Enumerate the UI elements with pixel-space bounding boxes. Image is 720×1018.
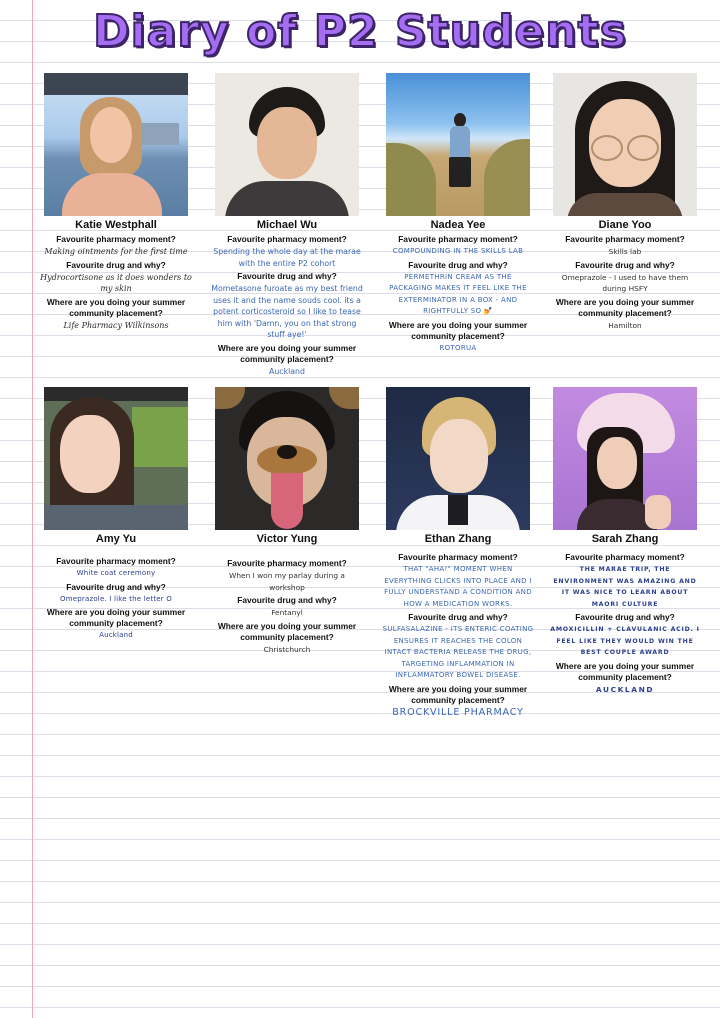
drug-answer: PERMETHRIN CREAM AS THE PACKAGING MAKES IT FEEL LIKE THE EXTERMINATOR IN A BOX - AND RIGHTFULLY SO 💅: [389, 272, 527, 315]
placement-question: Where are you doing your summer community placement?: [46, 607, 186, 628]
student-name: Sarah Zhang: [591, 533, 659, 545]
student-photo: [44, 387, 188, 530]
placement-question: Where are you doing your summer community placement?: [555, 296, 695, 318]
placement-answer: Auckland: [99, 631, 133, 639]
moment-answer: Skills lab: [608, 247, 642, 256]
student-card-amy: [36, 387, 196, 644]
student-card-ethan: [378, 387, 538, 720]
drug-question: Favourite drug and why?: [237, 595, 337, 605]
student-name: Ethan Zhang: [424, 533, 492, 545]
moment-answer: THAT "AHA!" MOMENT WHEN EVERYTHING CLICKS INTO PLACE AND I FULLY UNDERSTAND A CONDITION AND HOW A MEDICATION WORKS.: [384, 565, 532, 608]
placement-answer: ROTORUA: [439, 343, 477, 352]
drug-answer: Mometasone furoate as my best friend uses it and the name souds cool. its a potent corticosteroid so I like to tease him with 'Damn, you on that strong stuff aye!': [211, 284, 363, 339]
placement-question: Where are you doing your summer community placement?: [217, 620, 357, 642]
drug-answer: Omeprazole - I used to have them during HSFY: [561, 272, 689, 293]
moment-answer: White coat ceremony: [76, 569, 156, 577]
drug-question: Favourite drug and why?: [66, 259, 166, 270]
student-card-nadea: [378, 73, 538, 356]
student-name: Victor Yung: [256, 533, 318, 545]
drug-question: Favourite drug and why?: [575, 612, 675, 622]
student-name: Katie Westphall: [75, 219, 157, 231]
placement-question: Where are you doing your summer community placement?: [388, 683, 528, 705]
moment-question: Favourite pharmacy moment?: [56, 556, 176, 566]
drug-question: Favourite drug and why?: [408, 612, 508, 622]
moment-question: Favourite pharmacy moment?: [398, 552, 518, 562]
student-photo: [215, 387, 359, 530]
moment-question: Favourite pharmacy moment?: [56, 234, 176, 244]
placement-question: Where are you doing your summer community placement?: [388, 319, 528, 341]
drug-answer: AMOXICILLIN + CLAVULANIC ACID. I FEEL LIKE THEY WOULD WIN THE BEST COUPLE AWARD: [550, 626, 700, 656]
drug-question: Favourite drug and why?: [237, 271, 337, 281]
moment-question: Favourite pharmacy moment?: [398, 234, 518, 244]
student-name: Michael Wu: [256, 219, 318, 231]
drug-question: Favourite drug and why?: [408, 259, 508, 270]
moment-answer: Spending the whole day at the marae with the entire P2 cohort: [213, 247, 361, 268]
placement-answer: Auckland: [269, 366, 305, 376]
placement-answer: BROCKVILLE PHARMACY: [392, 706, 524, 718]
student-name: Nadea Yee: [430, 219, 486, 231]
student-name: Diane Yoo: [598, 219, 652, 231]
student-photo: [386, 387, 530, 530]
student-card-michael: [207, 73, 367, 379]
student-card-diane: [545, 73, 705, 333]
drug-answer: Fentanyl: [271, 608, 303, 617]
placement-answer: Life Pharmacy Wilkinsons: [63, 320, 169, 330]
student-photo: [553, 387, 697, 530]
placement-question: Where are you doing your summer community placement?: [46, 296, 186, 318]
moment-answer: When I won my parlay during a workshop: [229, 571, 345, 592]
drug-question: Favourite drug and why?: [66, 581, 166, 592]
student-photo: [553, 73, 697, 216]
placement-question: Where are you doing your summer community placement?: [555, 660, 695, 682]
moment-question: Favourite pharmacy moment?: [565, 234, 685, 244]
student-photo: [386, 73, 530, 216]
moment-answer: THE MARAE TRIP, THE ENVIRONMENT WAS AMAZING AND IT WAS NICE TO LEARN ABOUT MAORI CULTURE: [553, 566, 697, 608]
placement-answer: Hamilton: [608, 320, 642, 330]
student-card-sarah: [545, 387, 705, 697]
student-card-katie: [36, 73, 196, 333]
moment-question: Favourite pharmacy moment?: [227, 558, 347, 568]
student-photo: [215, 73, 359, 216]
moment-answer: Making ointments for the first time: [44, 247, 188, 256]
placement-answer: AUCKLAND: [595, 684, 655, 694]
student-name: Amy Yu: [95, 533, 137, 545]
moment-question: Favourite pharmacy moment?: [227, 234, 347, 244]
placement-answer: Christchurch: [263, 644, 311, 654]
drug-answer: Omeprazole. I like the letter O: [60, 594, 172, 603]
student-card-victor: [207, 387, 367, 657]
placement-question: Where are you doing your summer community placement?: [217, 342, 357, 364]
student-photo: [44, 73, 188, 216]
drug-answer: Hydrocortisone as it does wonders to my skin: [40, 272, 192, 293]
moment-question: Favourite pharmacy moment?: [565, 552, 685, 562]
moment-answer: COMPOUNDING IN THE SKILLS LAB: [392, 247, 524, 255]
drug-question: Favourite drug and why?: [575, 259, 675, 270]
drug-answer: SULFASALAZINE - ITS ENTERIC COATING ENSURES IT REACHES THE COLON INTACT BACTERIA RELEASE THE DRUG, TARGETING INFLAMMATION IN INFLAMMATORY BOWEL DISEASE.: [382, 625, 534, 679]
page-title: Diary of P2 Students: [93, 6, 627, 57]
notebook-margin-line: [32, 0, 33, 1018]
